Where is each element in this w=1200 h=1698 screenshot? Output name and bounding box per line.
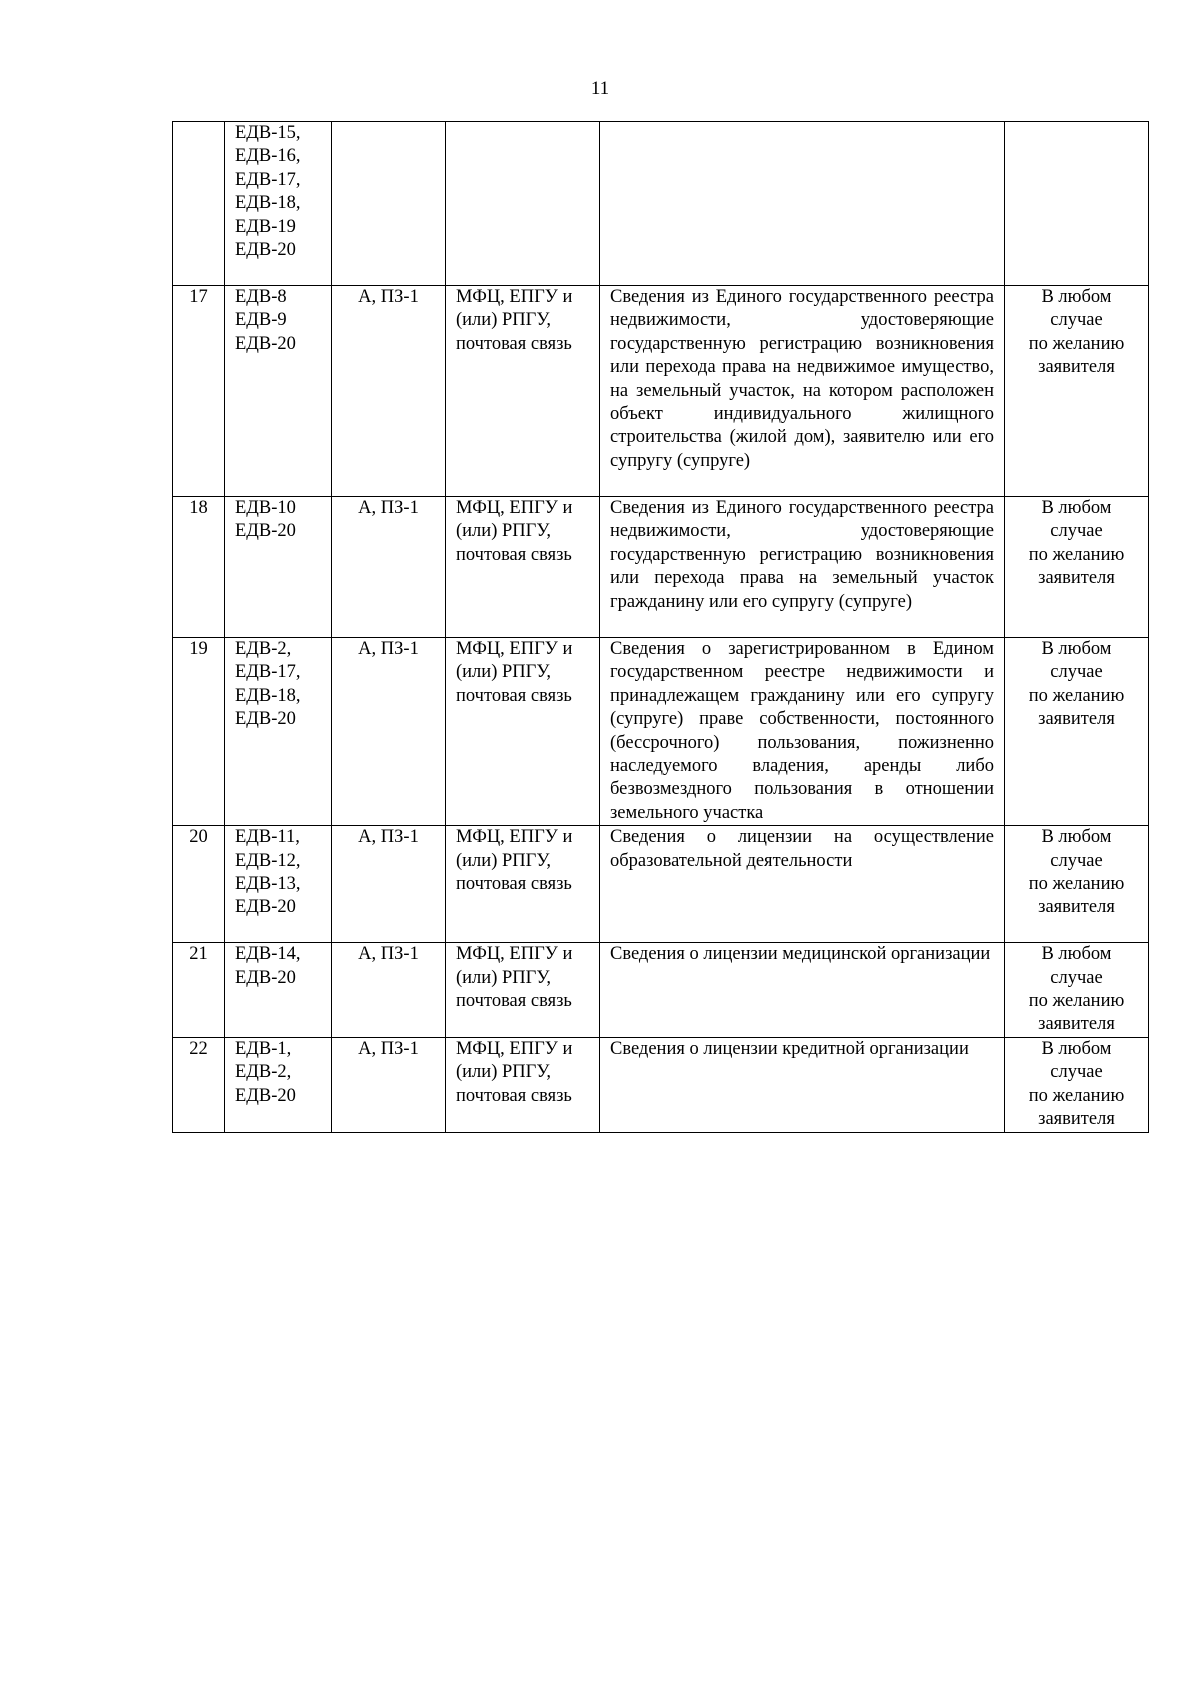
method-cell	[446, 286, 600, 497]
code-line: ЕДВ-18,	[235, 685, 301, 706]
condition-cell	[1005, 638, 1149, 826]
condition-line: заявителя	[1038, 568, 1115, 589]
method-cell	[446, 638, 600, 826]
description-cell	[600, 826, 1005, 943]
form-cell: А, ПЗ-1	[332, 638, 446, 826]
method-line: почтовая связь	[456, 1085, 572, 1106]
condition-line: В любом	[1041, 639, 1112, 659]
condition-line: случае	[1050, 1062, 1103, 1083]
description-text: Сведения о зарегистрированном в Едином государственном реестре недвижимости и принадлежащем гражданину или его супругу (супруге) праве собственности, постоянного (бессрочного) пользования, пожизненно наследуемого владения, аренды либо безвозмездного пользования в отношении земельного участка	[610, 639, 994, 823]
condition-line: В любом	[1041, 1038, 1112, 1059]
method-line: (или) РПГУ,	[456, 662, 552, 683]
code-line: ЕДВ-20	[235, 967, 296, 988]
form-cell: А, ПЗ-1	[332, 1037, 446, 1132]
code-line: ЕДВ-1,	[235, 1038, 292, 1059]
method-line: МФЦ, ЕПГУ и	[456, 1038, 573, 1059]
code-line: ЕДВ-20	[235, 1085, 296, 1106]
row-number-cell	[173, 122, 225, 286]
condition-cell	[1005, 497, 1149, 638]
method-cell	[446, 943, 600, 1038]
code-line: ЕДВ-16,	[235, 146, 301, 167]
row-number-cell: 17	[173, 286, 225, 497]
codes-cell	[225, 638, 332, 826]
row-number-cell: 21	[173, 943, 225, 1038]
condition-cell	[1005, 943, 1149, 1038]
method-cell	[446, 122, 600, 286]
codes-cell	[225, 122, 332, 286]
code-line: ЕДВ-20	[235, 240, 296, 261]
table-row	[173, 1037, 1149, 1132]
condition-line: случае	[1050, 310, 1103, 331]
condition-line: В любом	[1041, 287, 1112, 307]
method-line: МФЦ, ЕПГУ и	[456, 287, 573, 307]
codes-cell	[225, 286, 332, 497]
condition-line: В любом	[1041, 944, 1112, 965]
row-number-cell: 20	[173, 826, 225, 943]
code-line: ЕДВ-8	[235, 287, 287, 307]
code-line: ЕДВ-19	[235, 216, 296, 237]
condition-line: по желанию	[1028, 874, 1125, 895]
condition-cell	[1005, 286, 1149, 497]
table-row	[173, 497, 1149, 638]
code-line: ЕДВ-9	[235, 310, 287, 331]
code-line: ЕДВ-20	[235, 709, 296, 730]
condition-line: по желанию	[1028, 1085, 1125, 1106]
condition-line: В любом	[1041, 498, 1112, 518]
codes-cell	[225, 1037, 332, 1132]
method-line: почтовая связь	[456, 874, 572, 895]
description-cell	[600, 122, 1005, 286]
method-line: МФЦ, ЕПГУ и	[456, 639, 573, 659]
description-text: Сведения о лицензии медицинской организации	[610, 944, 991, 965]
form-cell: А, ПЗ-1	[332, 286, 446, 497]
condition-line: заявителя	[1038, 1014, 1115, 1035]
code-line: ЕДВ-20	[235, 333, 296, 354]
method-line: (или) РПГУ,	[456, 1062, 552, 1083]
table-row	[173, 826, 1149, 943]
description-cell	[600, 286, 1005, 497]
form-cell: А, ПЗ-1	[332, 497, 446, 638]
method-line: МФЦ, ЕПГУ и	[456, 944, 573, 965]
method-line: почтовая связь	[456, 991, 572, 1012]
code-line: ЕДВ-2,	[235, 1062, 292, 1083]
condition-line: случае	[1050, 850, 1103, 871]
row-number-cell: 22	[173, 1037, 225, 1132]
form-cell	[332, 122, 446, 286]
condition-line: заявителя	[1038, 897, 1115, 918]
codes-cell	[225, 497, 332, 638]
method-line: МФЦ, ЕПГУ и	[456, 498, 573, 518]
condition-line: заявителя	[1038, 1109, 1115, 1130]
method-line: почтовая связь	[456, 333, 572, 354]
condition-cell	[1005, 826, 1149, 943]
form-cell: А, ПЗ-1	[332, 826, 446, 943]
form-cell: А, ПЗ-1	[332, 943, 446, 1038]
code-line: ЕДВ-17,	[235, 169, 301, 190]
method-line: почтовая связь	[456, 685, 572, 706]
table-row	[173, 638, 1149, 826]
code-line: ЕДВ-17,	[235, 662, 301, 683]
row-number-cell: 18	[173, 497, 225, 638]
method-line: почтовая связь	[456, 544, 572, 565]
description-text: Сведения о лицензии на осуществление образовательной деятельности	[610, 827, 994, 871]
method-line: МФЦ, ЕПГУ и	[456, 827, 573, 848]
code-line: ЕДВ-15,	[235, 123, 301, 143]
description-cell	[600, 638, 1005, 826]
code-line: ЕДВ-14,	[235, 944, 301, 965]
condition-line: случае	[1050, 967, 1103, 988]
description-cell	[600, 943, 1005, 1038]
condition-line: по желанию	[1028, 333, 1125, 354]
codes-cell	[225, 826, 332, 943]
method-line: (или) РПГУ,	[456, 310, 552, 331]
method-line: (или) РПГУ,	[456, 967, 552, 988]
method-cell	[446, 826, 600, 943]
description-text: Сведения о лицензии кредитной организации	[610, 1038, 969, 1059]
documents-table	[172, 121, 1149, 1133]
condition-line: случае	[1050, 521, 1103, 542]
description-cell	[600, 1037, 1005, 1132]
code-line: ЕДВ-18,	[235, 193, 301, 214]
code-line: ЕДВ-13,	[235, 874, 301, 895]
table-row	[173, 122, 1149, 286]
code-line: ЕДВ-10	[235, 498, 296, 518]
method-cell	[446, 497, 600, 638]
code-line: ЕДВ-20	[235, 521, 296, 542]
condition-line: случае	[1050, 662, 1103, 683]
description-text: Сведения из Единого государственного реестра недвижимости, удостоверяющие государственную регистрацию возникновения или перехода права на недвижимое имущество, на земельный участок, на котором расположен объект индивидуального жилищного строительства (жилой дом), заявителю или его супругу (супруге)	[610, 287, 994, 471]
condition-cell	[1005, 122, 1149, 286]
condition-line: В любом	[1041, 827, 1112, 848]
row-number-cell: 19	[173, 638, 225, 826]
condition-line: по желанию	[1028, 544, 1125, 565]
condition-line: заявителя	[1038, 709, 1115, 730]
page-number: 11	[590, 78, 610, 99]
description-text: Сведения из Единого государственного реестра недвижимости, удостоверяющие государственную регистрацию возникновения или перехода права на земельный участок гражданину или его супругу (супруге)	[610, 498, 994, 612]
table-row	[173, 286, 1149, 497]
condition-cell	[1005, 1037, 1149, 1132]
table-row	[173, 943, 1149, 1038]
condition-line: заявителя	[1038, 357, 1115, 378]
condition-line: по желанию	[1028, 685, 1125, 706]
code-line: ЕДВ-12,	[235, 850, 301, 871]
description-cell	[600, 497, 1005, 638]
codes-cell	[225, 943, 332, 1038]
method-cell	[446, 1037, 600, 1132]
condition-line: по желанию	[1028, 991, 1125, 1012]
code-line: ЕДВ-11,	[235, 827, 300, 848]
method-line: (или) РПГУ,	[456, 850, 552, 871]
code-line: ЕДВ-20	[235, 897, 296, 918]
code-line: ЕДВ-2,	[235, 639, 292, 659]
method-line: (или) РПГУ,	[456, 521, 552, 542]
